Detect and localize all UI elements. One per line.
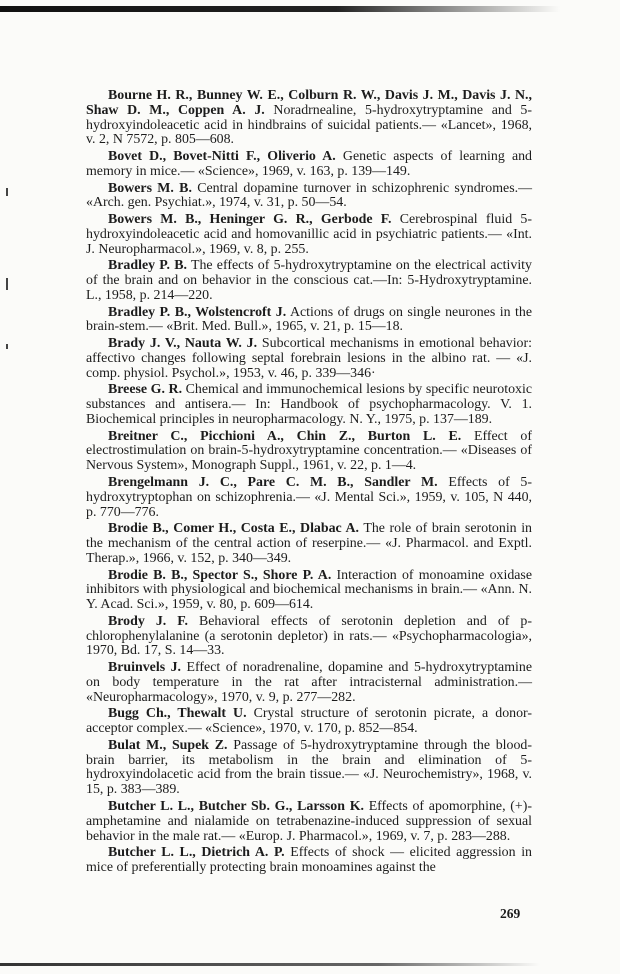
bibliography-entry bbox=[86, 739, 532, 798]
entry-authors: Brodie B., Comer H., Costa E., Dlabac A. bbox=[108, 521, 360, 537]
entry-authors: Bovet D., Bovet-Nitti F., Oliverio A. bbox=[108, 149, 336, 165]
bibliography-entry bbox=[86, 661, 532, 705]
entry-authors: Butcher L. L., Butcher Sb. G., Larsson K. bbox=[108, 798, 364, 814]
entry-text: Passage of 5-hydroxytryptamine through the blood-brain barrier, its metabolism in the brain and elimination of 5-hydroxyindolacetic acid from the brain tissue.— «J. Neurochemistry», 1968, v. 15, p. 383—389. bbox=[86, 737, 532, 798]
bibliography-entry bbox=[86, 259, 532, 303]
entry-authors: Bowers M. B., Heninger G. R., Gerbode F. bbox=[108, 212, 392, 228]
entry-authors: Breese G. R. bbox=[108, 382, 183, 398]
entry-text: Behavioral effects of serotonin depletion and of p-chlorophenylalanine (a serotonin depletor) in rats.— «Psychopharmacologia», 1970, Bd. 17, S. 14—33. bbox=[86, 613, 533, 659]
bibliography-entry bbox=[86, 337, 532, 381]
entry-text: Cerebrospinal fluid 5-hydroxyindoleacetic acid and homovanillic acid in psychiatric patients.— «Int. J. Neuropharmacol.», 1969, v. 8, p. 255. bbox=[86, 212, 532, 257]
entry-text: Interaction of monoamine oxidase inhibitors with physiological and biochemical mechanisms in brain.— «Ann. N. Y. Acad. Sci.», 1959, v. 80, p. 609—614. bbox=[86, 567, 532, 613]
margin-mark bbox=[6, 188, 8, 196]
bibliography-entry bbox=[86, 476, 532, 520]
entry-authors: Bradley P. B. bbox=[108, 258, 187, 274]
entry-authors: Brady J. V., Nauta W. J. bbox=[108, 336, 258, 352]
bibliography-column bbox=[86, 89, 532, 878]
entry-authors: Bourne H. R., Bunney W. E., Colburn R. W., Davis J. M., Davis J. N., Shaw D. M., Coppen A. J. bbox=[86, 88, 532, 118]
entry-authors: Bradley P. B., Wolstencroft J. bbox=[108, 304, 287, 320]
entry-authors: Butcher L. L., Dietrich A. P. bbox=[108, 845, 285, 861]
bibliography-entry bbox=[86, 182, 532, 212]
entry-text: The role of brain serotonin in the mechanism of the central action of reserpine.— «J. Pharmacol. and Exptl. Therap.», 1966, v. 152, p. 340—349. bbox=[86, 521, 533, 566]
bibliography-entry bbox=[86, 522, 532, 566]
entry-authors: Brengelmann J. C., Pare C. M. B., Sandler M. bbox=[108, 474, 438, 490]
entry-text: Subcortical mechanisms in emotional behavior: affectivo changes following septal forebrain lesions in the albino rat. — «J. comp. physiol. Psychol.», 1953, v. 46, p. 339—346· bbox=[86, 336, 532, 381]
entry-text: Effect of electrostimulation on brain-5-hydroxytryptamine concentration.— «Diseases of Nervous System», Monograph Suppl., 1961, v. 22, p. 1—4. bbox=[86, 428, 532, 474]
bibliography-entry bbox=[86, 306, 532, 336]
page-number: 269 bbox=[500, 906, 521, 921]
bottom-edge-rule bbox=[0, 963, 540, 966]
entry-authors: Breitner C., Picchioni A., Chin Z., Burton L. E. bbox=[108, 428, 462, 444]
bibliography-entry bbox=[86, 430, 532, 474]
top-edge-rule bbox=[0, 6, 560, 12]
entry-text: Actions of drugs on single neurones in the brain-stem.— «Brit. Med. Bull.», 1965, v. 21, p. 15—18. bbox=[86, 304, 532, 335]
entry-authors: Bruinvels J. bbox=[108, 660, 182, 676]
margin-mark bbox=[6, 278, 8, 290]
bibliography-entry bbox=[86, 383, 532, 427]
entry-text: Effect of noradrenaline, dopamine and 5-hydroxytryptamine on body temperature in the rat after intracisternal administration.— «Neuropharmacology», 1970, v. 9, p. 277—282. bbox=[86, 660, 532, 705]
bibliography-entry bbox=[86, 89, 532, 148]
entry-text: Crystal structure of serotonin picrate, a donor-acceptor complex.— «Science», 1970, v. 170, p. 852—854. bbox=[86, 706, 533, 737]
entry-authors: Bulat M., Supek Z. bbox=[108, 737, 228, 753]
bibliography-entry bbox=[86, 707, 532, 737]
entry-text: The effects of 5-hydroxytryptamine on the electrical activity of the brain and on behavior in the conscious cat.—In: 5-Hydroxytryptamine. L., 1958, p. 214—220. bbox=[86, 258, 532, 303]
entry-text: Central dopamine turnover in schizophrenic syndromes.— «Arch. gen. Psychiat.», 1974, v. 31, p. 50—54. bbox=[86, 180, 532, 211]
entry-text: Effects of shock — elicited aggression in mice of preferentially protecting brain monoamines against the bbox=[86, 845, 532, 875]
entry-text: Effects of apomorphine, (+)-amphetamine and nialamide on tetrabenazine-induced suppression of sexual behavior in the male rat.— «Europ. J. Pharmacol.», 1969, v. 7, p. 283—288. bbox=[86, 798, 532, 844]
bibliography-entry bbox=[86, 846, 532, 876]
entry-authors: Brody J. F. bbox=[108, 613, 188, 629]
bibliography-entry bbox=[86, 615, 532, 659]
entry-text: Effects of 5-hydroxytryptophan on schizophrenia.— «J. Mental Sci.», 1959, v. 105, N 440, p. 770—776. bbox=[86, 474, 532, 520]
entry-text: Genetic aspects of learning and memory in mice.— «Science», 1969, v. 163, p. 139—149. bbox=[86, 149, 532, 179]
entry-authors: Bugg Ch., Thewalt U. bbox=[108, 706, 247, 722]
margin-mark bbox=[6, 344, 8, 349]
entry-authors: Brodie B. B., Spector S., Shore P. A. bbox=[108, 567, 332, 583]
entry-text: Noradrnealine, 5-hydroxytryptamine and 5-hydroxyindoleacetic acid in hindbrains of suicidal patients.— «Lancet», 1968, v. 2, N 7572, p. 805—608. bbox=[86, 102, 532, 148]
entry-text: Chemical and immunochemical lesions by specific neurotoxic substances and antisera.— In: Handbook of psychopharmacology. V. 1. Biochemical principles in neuropharmacology. N. Y., 1975, p. 137—189. bbox=[86, 382, 532, 427]
bibliography-entry bbox=[86, 800, 532, 844]
entry-authors: Bowers M. B. bbox=[108, 180, 192, 196]
bibliography-entry bbox=[86, 150, 532, 180]
bibliography-entry bbox=[86, 213, 532, 257]
bibliography-entry bbox=[86, 569, 532, 613]
